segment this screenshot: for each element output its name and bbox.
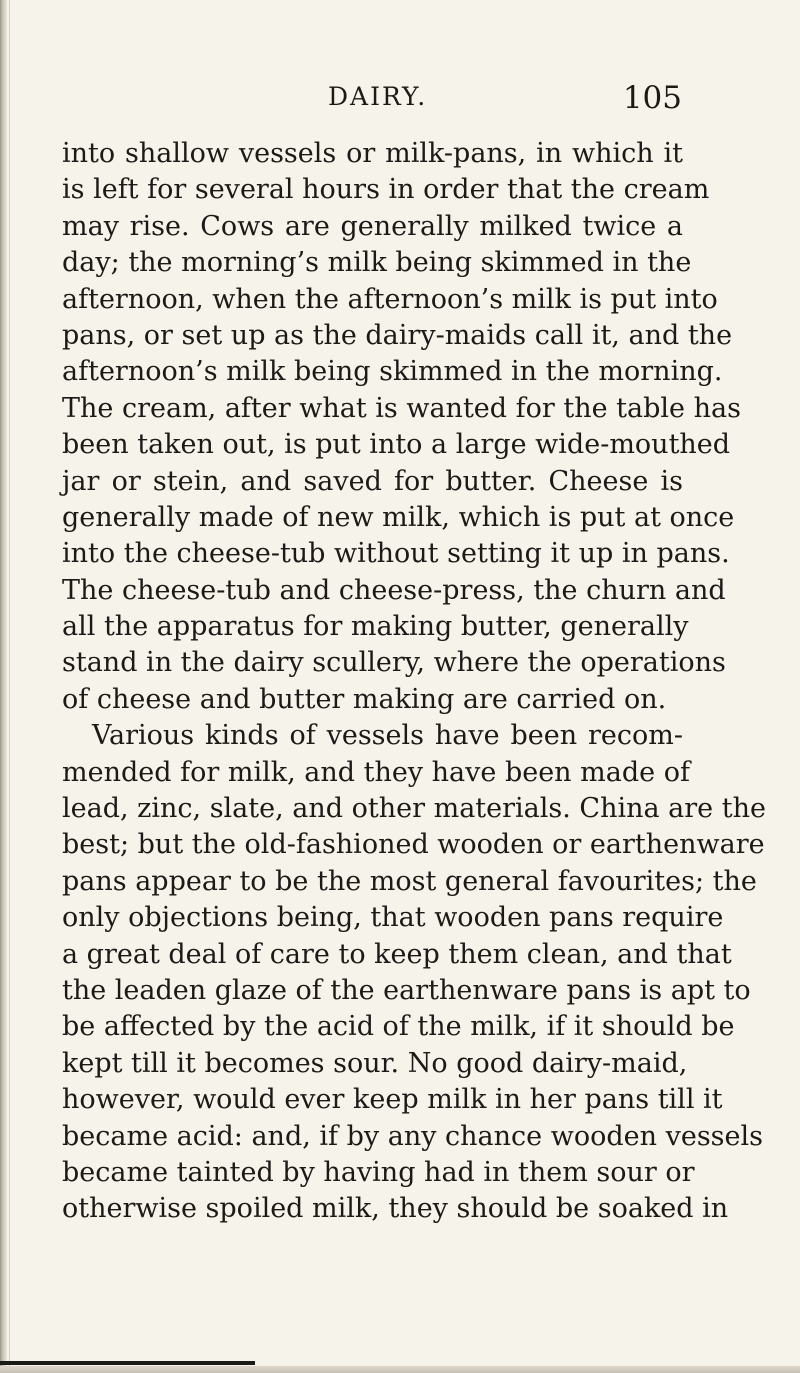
text-line: be affected by the acid of the milk, if it should be [62, 1011, 735, 1043]
text-line: into shallow vessels or milk-pans, in which it [62, 138, 683, 169]
text-line: of cheese and butter making are carried on. [62, 683, 667, 715]
text-line: best; but the old-fashioned wooden or earthenware [62, 829, 765, 861]
running-title: DAIRY. [328, 82, 428, 111]
text-line: afternoon, when the afternoon’s milk is put into [62, 283, 718, 315]
text-line: been taken out, is put into a large wide-mouthed [62, 429, 731, 461]
body-text [62, 136, 766, 1228]
text-line: however, would ever keep milk in her pans till it [62, 1084, 723, 1116]
page-shadow [0, 1366, 800, 1373]
text-line: day; the morning’s milk being skimmed in the [62, 247, 692, 279]
text-line: became acid: and, if by any chance wooden vessels [62, 1120, 763, 1152]
text-line: may rise. Cows are generally milked twice a [62, 210, 683, 242]
text-line: mended for milk, and they have been made of [62, 756, 690, 788]
running-head [0, 80, 800, 120]
text-line: pans appear to be the most general favourites; the [62, 865, 757, 897]
text-line: afternoon’s milk being skimmed in the morning. [62, 356, 723, 388]
text-line: a great deal of care to keep them clean, and that [62, 938, 732, 970]
text-line: The cheese-tub and cheese-press, the churn and [62, 574, 726, 606]
text-line: otherwise spoiled milk, they should be soaked in [62, 1193, 729, 1225]
page-bottom-edge [0, 1352, 800, 1373]
text-line: The cream, after what is wanted for the table has [62, 392, 741, 424]
bottom-rule [0, 1361, 255, 1365]
page-edge-line [9, 0, 10, 1373]
text-line: pans, or set up as the dairy-maids call it, and the [62, 319, 733, 351]
text-line: Various kinds of vessels have been recom- [92, 720, 683, 752]
text-line: stand in the dairy scullery, where the operations [62, 647, 726, 679]
page-edge [0, 0, 7, 1373]
text-line: into the cheese-tub without setting it up in pans. [62, 538, 730, 570]
text-line: kept till it becomes sour. No good dairy-maid, [62, 1047, 688, 1079]
text-line: generally made of new milk, which is put at once [62, 501, 735, 533]
text-line: became tainted by having had in them sour or [62, 1156, 695, 1188]
text-line: only objections being, that wooden pans require [62, 902, 724, 934]
text-line: is left for several hours in order that the cream [62, 174, 710, 206]
text-line: the leaden glaze of the earthenware pans is apt to [62, 974, 751, 1006]
text-line: lead, zinc, slate, and other materials. China are the [62, 793, 766, 825]
text-line: jar or stein, and saved for butter. Cheese is [62, 465, 683, 497]
page-number: 105 [622, 80, 682, 116]
text-line: all the apparatus for making butter, generally [62, 611, 689, 643]
